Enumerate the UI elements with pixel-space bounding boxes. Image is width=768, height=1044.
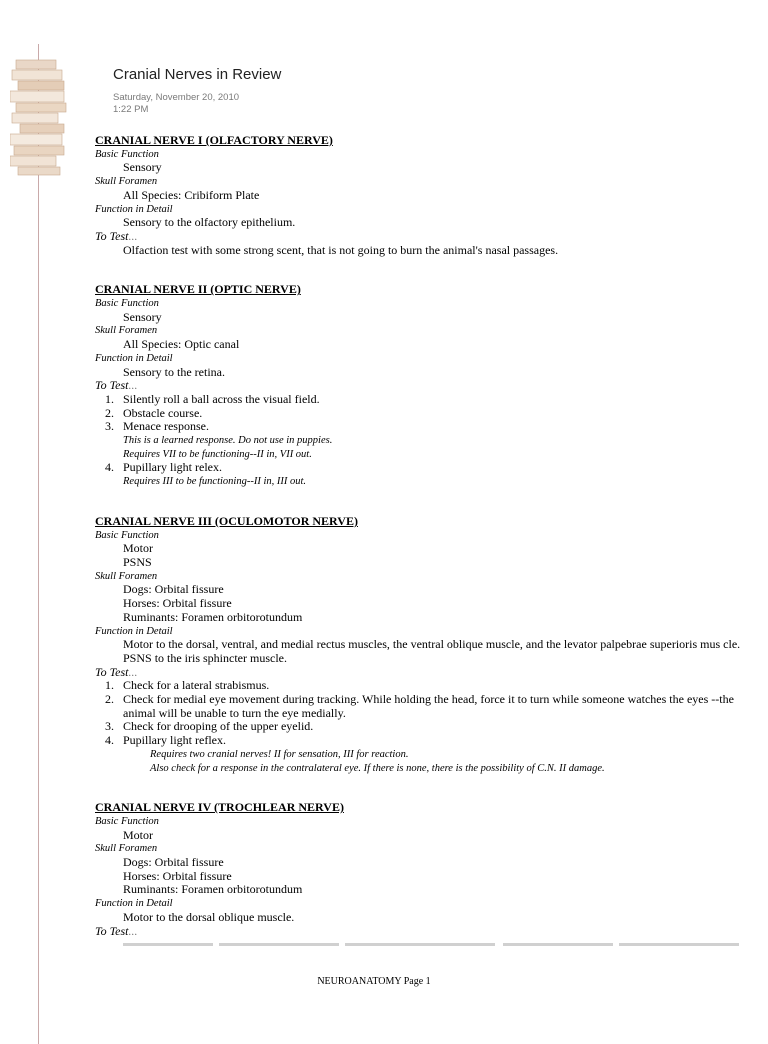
foramen-value: Dogs: Orbital fissure <box>123 855 224 870</box>
label-function-detail: Function in Detail <box>95 898 173 910</box>
foramen-value: All Species: Optic canal <box>123 337 240 352</box>
list-text: Check for drooping of the upper eyelid. <box>123 719 314 734</box>
section-cn1 <box>95 134 763 257</box>
label-basic-function: Basic Function <box>95 148 159 160</box>
label-skull-foramen: Skull Foramen <box>95 176 158 188</box>
to-test-dots: ... <box>128 664 138 679</box>
to-test-dots: ... <box>128 228 138 243</box>
list-number: 3. <box>105 719 114 734</box>
to-test-dots: ... <box>128 378 138 393</box>
list-text: Pupillary light reflex. <box>123 733 226 748</box>
list-number: 1. <box>105 391 114 406</box>
list-number: 2. <box>105 405 114 420</box>
list-note: Requires III to be functioning--II in, III out. <box>123 476 307 488</box>
foramen-value: Horses: Orbital fissure <box>123 868 232 883</box>
list-item <box>95 407 763 421</box>
list-text: Check for medial eye movement during tracking. While holding the head, force it to turn while someone watches the eyes --the <box>123 692 734 707</box>
label-basic-function: Basic Function <box>95 529 159 541</box>
basic-function-value: Sensory <box>123 160 162 175</box>
section-heading: CRANIAL NERVE III (OCULOMOTOR NERVE) <box>95 513 358 528</box>
time-text: 1:22 PM <box>113 104 149 115</box>
label-skull-foramen: Skull Foramen <box>95 843 158 855</box>
page-date <box>113 92 239 116</box>
test-value: Olfaction test with some strong scent, that is not going to burn the animal's nasal passages. <box>123 242 559 257</box>
list-text: Check for a lateral strabismus. <box>123 678 270 693</box>
list-text: Silently roll a ball across the visual field. <box>123 391 320 406</box>
to-test-text: To Test <box>95 923 129 938</box>
section-heading: CRANIAL NERVE IV (TROCHLEAR NERVE) <box>95 800 344 815</box>
list-item <box>95 720 763 734</box>
detail-value: Sensory to the olfactory epithelium. <box>123 215 296 230</box>
list-number: 2. <box>105 692 114 707</box>
list-number: 4. <box>105 460 114 475</box>
list-number: 4. <box>105 733 114 748</box>
detail-value: PSNS to the iris sphincter muscle. <box>123 650 287 665</box>
label-function-detail: Function in Detail <box>95 352 173 364</box>
to-test-dots: ... <box>128 923 138 938</box>
list-number: 3. <box>105 419 114 434</box>
section-heading: CRANIAL NERVE II (OPTIC NERVE) <box>95 282 301 297</box>
cut-off-text-fragment <box>123 940 743 948</box>
label-function-detail: Function in Detail <box>95 625 173 637</box>
book-stack-icon <box>10 58 80 176</box>
basic-function-value: Motor <box>123 541 153 556</box>
list-item <box>95 693 763 707</box>
detail-value: Motor to the dorsal, ventral, and medial rectus muscles, the ventral oblique muscle, and the levator palpebrae superioris mus cle. <box>123 637 741 652</box>
foramen-value: Dogs: Orbital fissure <box>123 582 224 597</box>
basic-function-value: Sensory <box>123 309 162 324</box>
label-basic-function: Basic Function <box>95 298 159 310</box>
list-item <box>95 420 763 434</box>
list-note: Requires VII to be functioning--II in, VII out. <box>123 448 312 460</box>
foramen-value: All Species: Cribiform Plate <box>123 187 260 202</box>
section-heading: CRANIAL NERVE I (OLFACTORY NERVE) <box>95 133 333 147</box>
foramen-value: Ruminants: Foramen orbitorotundum <box>123 882 303 897</box>
date-text: Saturday, November 20, 2010 <box>113 92 240 103</box>
label-to-test <box>95 379 763 393</box>
list-note: Requires two cranial nerves! II for sensation, III for reaction. <box>150 748 409 760</box>
list-item <box>95 679 763 693</box>
label-skull-foramen: Skull Foramen <box>95 325 158 337</box>
list-note: This is a learned response. Do not use in puppies. <box>123 435 333 447</box>
detail-value: Motor to the dorsal oblique muscle. <box>123 909 295 924</box>
list-item <box>95 734 763 748</box>
list-item <box>95 461 763 475</box>
section-cn2 <box>95 283 763 489</box>
label-function-detail: Function in Detail <box>95 203 173 215</box>
basic-function-value: Motor <box>123 827 153 842</box>
foramen-value: Ruminants: Foramen orbitorotundum <box>123 609 303 624</box>
list-text-continued: animal will be unable to turn the eye medially. <box>123 705 346 720</box>
list-number: 1. <box>105 678 114 693</box>
section-cn3 <box>95 515 763 775</box>
page-footer: NEUROANATOMY Page 1 <box>317 976 431 987</box>
to-test-text: To Test <box>95 378 129 393</box>
list-item <box>95 393 763 407</box>
foramen-value: Horses: Orbital fissure <box>123 596 232 611</box>
cut-off-text <box>95 938 763 948</box>
to-test-text: To Test <box>95 664 129 679</box>
label-basic-function: Basic Function <box>95 815 159 827</box>
detail-value: Sensory to the retina. <box>123 364 225 379</box>
label-to-test <box>95 666 763 680</box>
list-note: Also check for a response in the contralateral eye. If there is none, there is the possibility of C.N. II damage. <box>150 762 605 774</box>
notes-content <box>95 134 763 948</box>
section-cn4 <box>95 801 763 948</box>
margin-line <box>38 44 39 1044</box>
label-to-test <box>95 230 763 244</box>
page-title: Cranial Nerves in Review <box>113 66 282 83</box>
to-test-text: To Test <box>95 228 129 243</box>
basic-function-value: PSNS <box>123 554 152 569</box>
label-skull-foramen: Skull Foramen <box>95 570 158 582</box>
list-text: Pupillary light relex. <box>123 460 222 475</box>
label-to-test <box>95 925 763 939</box>
list-text: Menace response. <box>123 419 209 434</box>
list-text: Obstacle course. <box>123 405 203 420</box>
